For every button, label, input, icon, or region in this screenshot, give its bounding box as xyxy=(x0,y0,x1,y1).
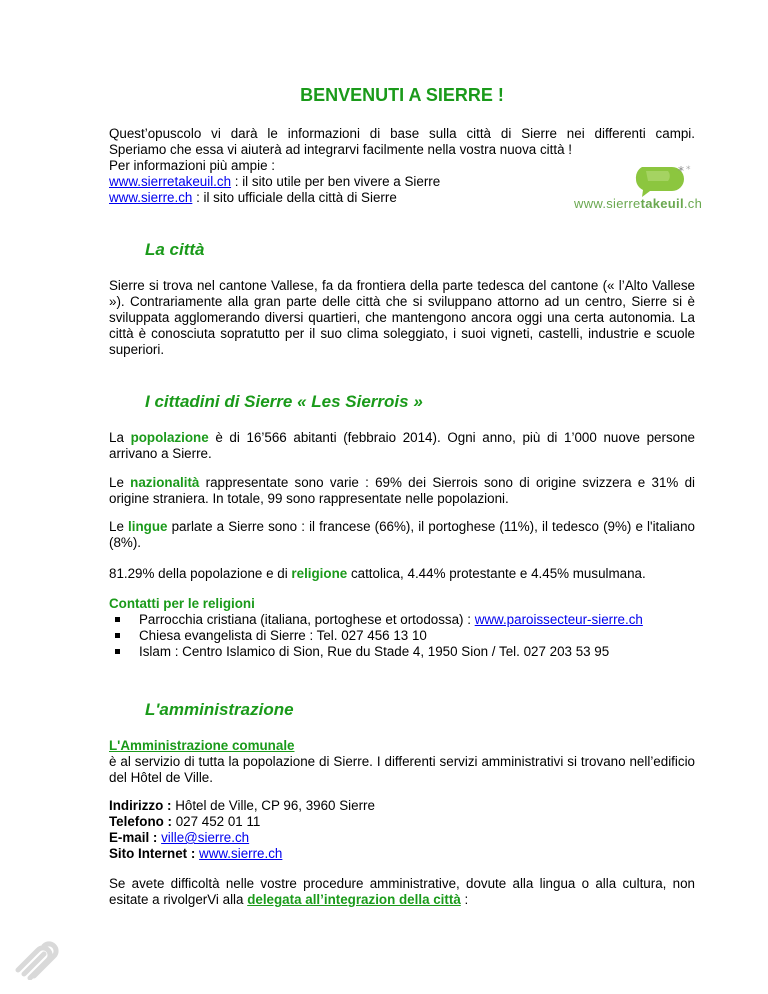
sierretakeuil-link[interactable]: www.sierretakeuil.ch xyxy=(109,174,232,189)
indirizzo-row: Indirizzo : Hôtel de Ville, CP 96, 3960 Sierre xyxy=(109,798,375,813)
popolazione-keyword: popolazione xyxy=(130,430,209,445)
svg-text:*: * xyxy=(678,164,684,178)
sito-row: Sito Internet : www.sierre.ch xyxy=(109,846,283,861)
list-item: Chiesa evangelista di Sierre : Tel. 027 456 13 10 xyxy=(109,628,695,644)
email-link[interactable]: ville@sierre.ch xyxy=(161,830,250,845)
religione-paragraph: 81.29% della popolazione e di religione cattolica, 4.44% protestante e 4.45% musulmana. xyxy=(109,566,646,581)
religione-keyword: religione xyxy=(291,566,348,581)
contatti-list xyxy=(109,612,695,660)
intro-line-3: Per informazioni più ampie : xyxy=(109,158,275,173)
logo-text: www.sierretakeuil.ch xyxy=(574,196,703,211)
contatti-religioni xyxy=(109,596,695,660)
list-item: Islam : Centro Islamico di Sion, Rue du Stade 4, 1950 Sion / Tel. 027 203 53 95 xyxy=(109,644,695,660)
nazionalita-paragraph: Le nazionalità rappresentate sono varie : 69% dei Sierrois sono di origine svizzera e 31% di origine straniera. In totale, 99 sono rappresentate nelle popolazioni. xyxy=(109,475,695,506)
delegata-link[interactable]: delegata all’integrazion della città xyxy=(247,892,461,907)
nazionalita-keyword: nazionalità xyxy=(130,475,200,490)
list-item: Parrocchia cristiana (italiana, portoghese et ortodossa) : www.paroissecteur-sierre.ch xyxy=(109,612,695,628)
page-title: BENVENUTI A SIERRE ! xyxy=(300,85,504,105)
email-row: E-mail : ville@sierre.ch xyxy=(109,830,250,845)
intro-line-1: Quest’opuscolo vi darà le informazioni di base sulla città di Sierre nei differenti campi. xyxy=(109,126,695,141)
contact-details xyxy=(109,798,695,862)
paroisse-link[interactable]: www.paroissecteur-sierre.ch xyxy=(474,612,643,627)
sierretakeuil-logo xyxy=(574,163,703,215)
popolazione-paragraph: La popolazione è di 16’566 abitanti (febbraio 2014). Ogni anno, più di 1’000 nuove persone arrivano a Sierre. xyxy=(109,430,695,461)
amministrazione-block xyxy=(109,738,695,786)
intro-line-2: Speriamo che essa vi aiuterà ad integrarvi facilmente nella vostra nuova città ! xyxy=(109,142,572,157)
lingue-keyword: lingue xyxy=(128,519,168,534)
paperclip-icon xyxy=(10,940,64,980)
sito-link[interactable]: www.sierre.ch xyxy=(199,846,283,861)
lingue-paragraph: Le lingue parlate a Sierre sono : il francese (66%), il portoghese (11%), il tedesco (9%) e l'italiano (8%). xyxy=(109,519,696,550)
intro-link-1-desc: : il sito utile per ben vivere a Sierre xyxy=(231,174,441,189)
amministrazione-paragraph: è al servizio di tutta la popolazione di Sierre. I differenti servizi amministrativi si trovano nell’edificio del Hôtel de Ville. xyxy=(109,754,695,785)
sierre-link[interactable]: www.sierre.ch xyxy=(109,190,193,205)
heading-la-citta: La città xyxy=(145,240,205,259)
heading-amministrazione: L'amministrazione xyxy=(145,700,294,719)
heading-cittadini: I cittadini di Sierre « Les Sierrois » xyxy=(145,392,423,411)
amministrazione-comunale-title: L'Amministrazione comunale xyxy=(109,738,295,753)
contatti-title: Contatti per le religioni xyxy=(109,596,255,611)
telefono-row: Telefono : 027 452 01 11 xyxy=(109,814,261,829)
citta-paragraph: Sierre si trova nel cantone Vallese, fa da frontiera della parte tedesca del cantone (« l’Alto Vallese »). Contrariamente alla gran parte delle città che si sviluppano attorno ad un centro, Sierre si è sviluppata agglomerando diversi quartieri, che mantengono ancora oggi una certa autonomia. La città è conosciuta sopratutto per il suo clima soleggiato, i suoi vigneti, castelli, industrie e scuole superiori. xyxy=(109,278,695,357)
intro-link-2-desc: : il sito ufficiale della città di Sierre xyxy=(192,190,397,205)
speech-bubble-logo-icon xyxy=(574,163,692,197)
svg-text:*: * xyxy=(686,165,691,175)
closing-paragraph: Se avete difficoltà nelle vostre procedure amministrative, dovute alla lingua o alla cultura, non esitate a rivolgerVi alla delegata all’integrazion della città : xyxy=(109,876,695,907)
